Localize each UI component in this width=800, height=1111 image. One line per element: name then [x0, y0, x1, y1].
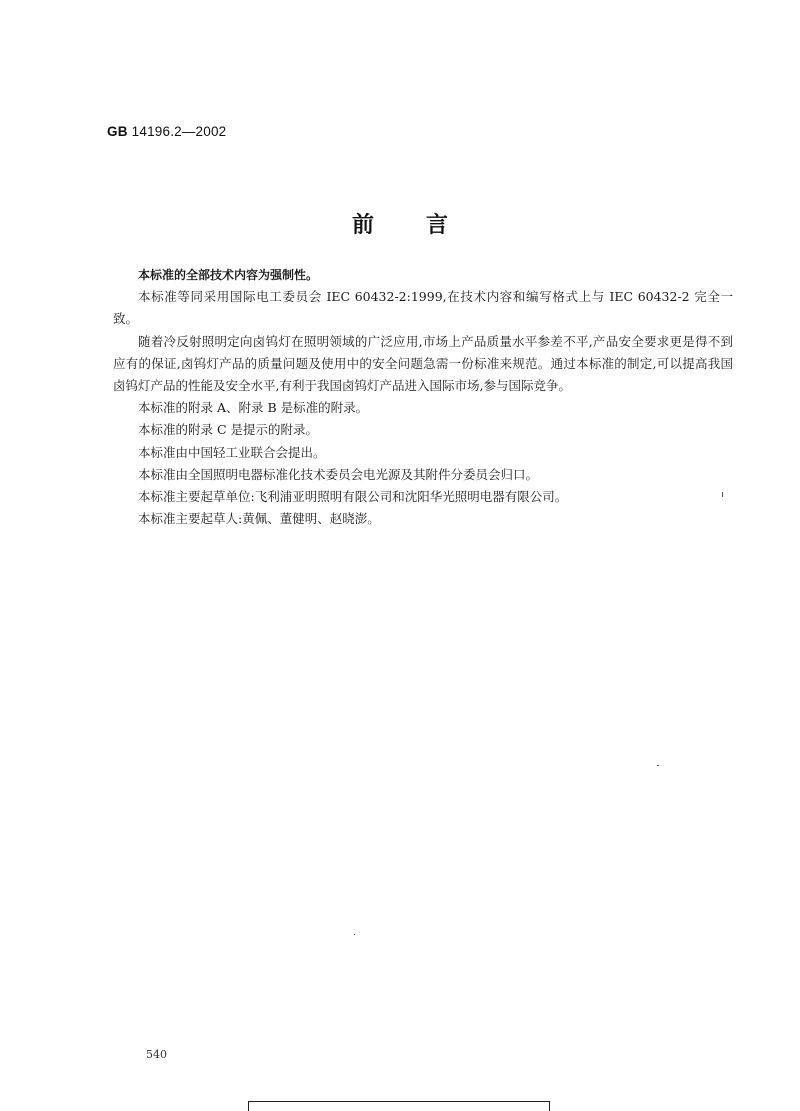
- paragraph-proposer: 本标准由中国轻工业联合会提出。: [138, 444, 326, 460]
- paragraph-appendix-informative: 本标准的附录 C 是提示的附录。: [138, 422, 319, 438]
- paragraph-background: 随着冷反射照明定向卤钨灯在照明领域的广泛应用,市场上产品质量水平参差不平,产品安全要求更是得不到应有的保证,卤钨灯产品的质量问题及使用中的安全问题急需一份标准来规范。通过本标准的制定,可以提高我国卤钨灯产品的性能及安全水平,有利于我国卤钨灯产品进入国际市场,参与国际竞争。: [113, 333, 733, 394]
- scan-speck: [657, 765, 659, 766]
- standard-number: 14196.2—2002: [131, 124, 227, 139]
- paragraph-drafting-units: 本标准主要起草单位:飞利浦亚明照明有限公司和沈阳华光照明电器有限公司。: [138, 489, 568, 505]
- standard-code: [107, 124, 226, 139]
- gb-prefix: GB: [107, 124, 128, 139]
- preface-body: [113, 264, 733, 530]
- paragraph-mandatory: 本标准的全部技术内容为强制性。: [138, 268, 319, 282]
- paragraph-adoption: 本标准等同采用国际电工委员会 IEC 60432-2:1999,在技术内容和编写格式上与 IEC 60432-2 完全一致。: [113, 289, 733, 327]
- paragraph-drafters: 本标准主要起草人:黄佩、董健明、赵晓澎。: [138, 511, 380, 527]
- page-title: 前言: [351, 212, 500, 238]
- page-number: 540: [146, 1048, 167, 1061]
- paragraph-committee: 本标准由全国照明电器标准化技术委员会电光源及其附件分委员会归口。: [138, 466, 539, 482]
- scan-speck: [722, 492, 723, 497]
- paragraph-appendix-normative: 本标准的附录 A、附录 B 是标准的附录。: [138, 400, 369, 416]
- bottom-frame-edge: [248, 1101, 550, 1111]
- scan-speck: [354, 934, 355, 935]
